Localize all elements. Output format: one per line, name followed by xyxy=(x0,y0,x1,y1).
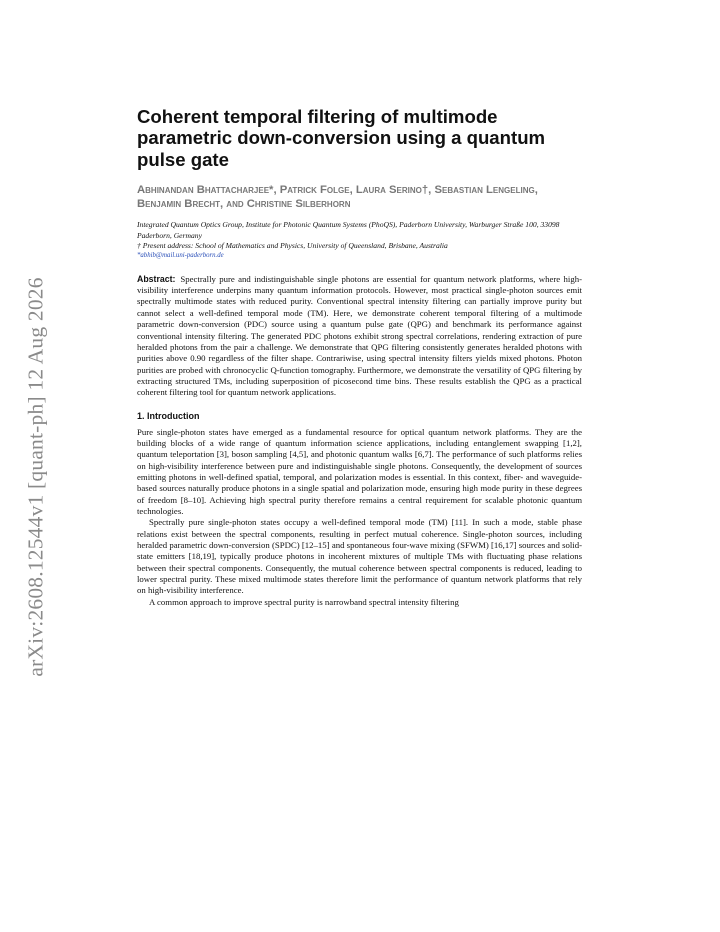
section-heading-introduction: 1. Introduction xyxy=(137,410,200,421)
paper-title: Coherent temporal filtering of multimode parametric down-conversion using a quantum pulse gate xyxy=(137,106,546,170)
affiliations xyxy=(137,220,582,260)
introduction-body xyxy=(137,427,582,609)
arxiv-identifier: arXiv:2608.12544v1 [quant-ph] 12 Aug 2026 xyxy=(23,277,48,677)
abstract xyxy=(137,274,582,399)
affiliation-present-address: † Present address: School of Mathematics and Physics, University of Queensland, Brisbane, Australia xyxy=(137,240,448,250)
author-list: Abhinandan Bhattacharjee*, Patrick Folge, Laura Serino†, Sebastian Lengeling, Benjamin Brecht, and Christine Silberhorn xyxy=(137,184,538,210)
affiliation-primary: Integrated Quantum Optics Group, Institute for Photonic Quantum Systems (PhoQS), Paderborn University, Warburger Straße 100, 33098 Paderborn, Germany xyxy=(137,220,560,240)
abstract-label: Abstract: xyxy=(137,273,176,284)
paragraph: A common approach to improve spectral purity is narrowband spectral intensity filtering xyxy=(149,596,459,607)
corresponding-email-link[interactable]: *abhib@mail.uni-paderborn.de xyxy=(137,251,224,259)
paragraph: Pure single-photon states have emerged as a fundamental resource for optical quantum network platforms. They are the building blocks of a wide range of quantum information science applications, including entanglement swapping [1,2], quantum teleportation [3], boson sampling [4,5], and photonic quantum walks [6,7]. The performance of such platforms relies on high-visibility interference between pure and indistinguishable single photons. Consequently, the development of sources emitting photons in well-defined spatial, temporal, and polarization modes is essential. In this context, fiber- and waveguide-based sources naturally produce photons in a single spatial and polarization mode, ensuring high mode purity in these degrees of freedom [8–10]. Achieving high spectral purity therefore remains a central requirement for scalable photonic quantum technologies. xyxy=(137,426,582,516)
paper-page xyxy=(137,106,582,608)
abstract-text: Spectrally pure and indistinguishable single photons are essential for quantum network platforms, where high-visibility interference underpins many quantum information protocols. However, most practical single-photon sources emit spectrally multimode states with reduced purity. Conventional spectral intensity filtering can partially improve purity but cannot select a well-defined temporal mode (TM). Here, we demonstrate coherent temporal filtering of a multimode parametric down-conversion (PDC) source using a quantum pulse gate (QPG) and benchmark its performance against conventional intensity filtering. The generated PDC photons exhibit strong spectral correlations, rendering extraction of pure heralded photons from the pair a challenge. We demonstrate that QPG filtering consistently generates heralded photons with purities above 0.90 regardless of the filter shape. Contrariwise, using spectral intensity filters yields mixed photons. Photon purities are probed with chronocyclic Q-function tomography. Furthermore, we demonstrate the versatility of QPG filtering by extracting structured TMs, including superposition of picosecond time bins. These results establish the QPG as a practical coherent filtering tool for quantum network applications. xyxy=(137,273,582,398)
paragraph: Spectrally pure single-photon states occupy a well-defined temporal mode (TM) [11]. In such a mode, stable phase relations exist between the spectral components, resulting in perfect mutual coherence. Single-photon sources, including heralded parametric down-conversion (SPDC) [12–15] and spontaneous four-wave mixing (SFWM) [16,17] sources and solid-state emitters [18,19], typically produce photons in incoherent mixtures of multiple TMs with fluctuating phase relations between their spectral components. Consequently, the mutual coherence between spectral components is reduced, leading to lower spectral purity. These mixed multimode states therefore limit the performance of quantum network platforms that rely on high-visibility interference. xyxy=(137,517,582,596)
arxiv-sidebar-stamp xyxy=(16,277,56,677)
